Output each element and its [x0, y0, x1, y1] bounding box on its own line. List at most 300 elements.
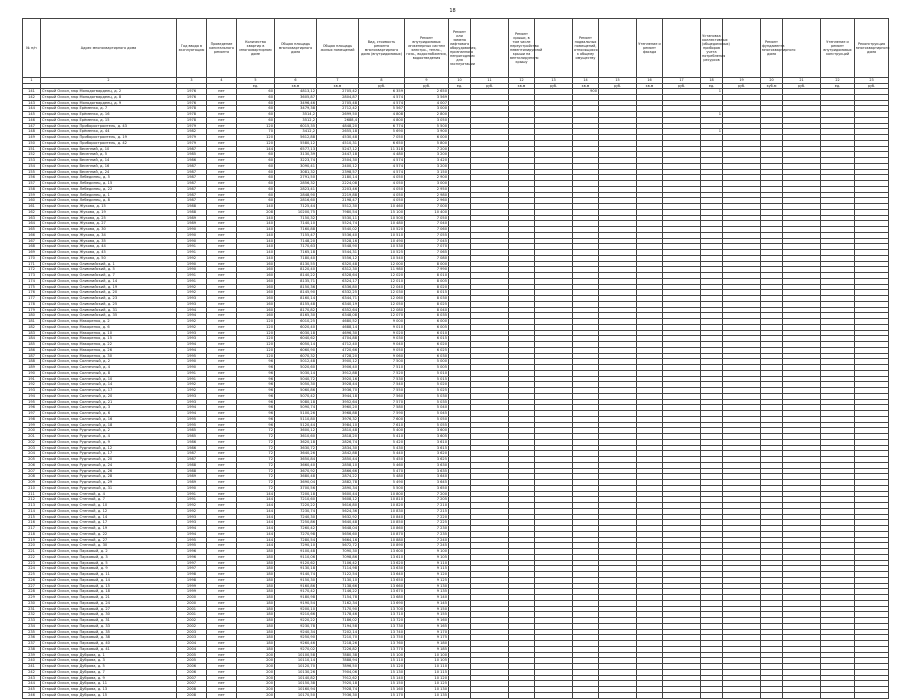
table-cell: 60: [237, 94, 275, 100]
table-cell: 60: [237, 175, 275, 181]
column-unit: руб.: [535, 83, 573, 89]
table-cell: 2 950: [405, 186, 449, 192]
table-cell: 96: [237, 411, 275, 417]
table-cell: 144: [237, 526, 275, 532]
table-cell: 5 040: [405, 405, 449, 411]
table-cell: Старый Оскол, мкр Солнечный, д. 17: [41, 388, 177, 394]
table-cell: 72: [237, 439, 275, 445]
table-cell: [855, 692, 889, 698]
table-cell: нет: [207, 117, 237, 123]
table-cell: 1994: [177, 347, 207, 353]
table-cell: Старый Оскол, мкр Степной, д. 17: [41, 520, 177, 526]
table-cell: 2791,50: [275, 175, 317, 181]
table-cell: 10 880: [359, 537, 405, 543]
table-cell: 9 135: [405, 589, 449, 595]
table-cell: 1985: [177, 428, 207, 434]
table-cell: 10 115: [405, 669, 449, 675]
table-cell: 200: [237, 669, 275, 675]
table-cell: 6050,14: [275, 342, 317, 348]
table-cell: 1976: [177, 89, 207, 95]
table-cell: 7170,90: [317, 606, 359, 612]
table-cell: 3 150: [405, 169, 449, 175]
table-cell: 15 110: [359, 658, 405, 664]
table-cell: Старый Оскол, мкр Приборостроитель, д. 19: [41, 135, 177, 141]
table-cell: 160: [237, 307, 275, 313]
table-cell: 9 175: [405, 635, 449, 641]
table-cell: 222: [23, 554, 41, 560]
table-cell: 213: [23, 503, 41, 509]
table-cell: нет: [207, 284, 237, 290]
table-cell: нет: [207, 359, 237, 365]
table-cell: 7202,14: [317, 629, 359, 635]
table-cell: 160: [237, 267, 275, 273]
table-cell: 8130,55: [275, 261, 317, 267]
table-cell: 3630,72: [275, 445, 317, 451]
table-cell: 5640,48: [317, 520, 359, 526]
table-cell: 96: [237, 382, 275, 388]
table-cell: 8 040: [405, 307, 449, 313]
table-cell: 13 600: [359, 549, 405, 555]
table-cell: 2008: [177, 687, 207, 693]
table-cell: 120: [237, 140, 275, 146]
table-cell: нет: [207, 445, 237, 451]
column-unit: кв.м: [573, 83, 599, 89]
table-cell: 9 185: [405, 646, 449, 652]
table-cell: нет: [207, 612, 237, 618]
table-cell: нет: [207, 353, 237, 359]
table-cell: 7 510: [359, 365, 405, 371]
table-cell: 7 060: [405, 227, 449, 233]
table-cell: 13 730: [359, 623, 405, 629]
table-cell: нет: [207, 457, 237, 463]
table-cell: 1987: [177, 457, 207, 463]
table-cell: 212: [23, 497, 41, 503]
table-cell: 9 160: [405, 618, 449, 624]
table-cell: нет: [207, 439, 237, 445]
table-cell: Старый Оскол, мкр Приборостроитель, д. 43: [41, 123, 177, 129]
table-cell: 4704,88: [317, 336, 359, 342]
table-cell: 7270,98: [275, 531, 317, 537]
table-cell: нет: [207, 382, 237, 388]
table-cell: 5120,44: [275, 422, 317, 428]
table-cell: 9 105: [405, 554, 449, 560]
table-header: [23, 19, 889, 89]
table-cell: 5090,74: [275, 405, 317, 411]
table-cell: нет: [207, 181, 237, 187]
table-cell: 144: [237, 503, 275, 509]
table-cell: 3 420: [405, 158, 449, 164]
table-cell: 207: [23, 468, 41, 474]
table-cell: 1979: [177, 140, 207, 146]
table-cell: 7 200: [405, 491, 449, 497]
table-cell: [723, 692, 761, 698]
table-cell: 3912,88: [317, 370, 359, 376]
table-cell: нет: [207, 577, 237, 583]
table-cell: Старый Оскол, мкр Дубрава, д. 7: [41, 669, 177, 675]
table-cell: 242: [23, 669, 41, 675]
table-cell: Старый Оскол, мкр Дубрава, д. 5: [41, 664, 177, 670]
table-cell: 200: [237, 658, 275, 664]
table-cell: 3 620: [405, 451, 449, 457]
table-cell: 72: [237, 480, 275, 486]
table-cell: 6070,32: [275, 353, 317, 359]
table-cell: 2 800: [405, 112, 449, 118]
table-cell: 1987: [177, 192, 207, 198]
table-cell: 10 105: [405, 658, 449, 664]
table-cell: 159: [23, 192, 41, 198]
table-cell: 10 530: [359, 244, 405, 250]
table-cell: 6 000: [405, 319, 449, 325]
table-cell: нет: [207, 497, 237, 503]
table-cell: [509, 692, 535, 698]
table-cell: 7125,44: [275, 204, 317, 210]
table-cell: 188: [23, 359, 41, 365]
table-cell: 1994: [177, 526, 207, 532]
table-cell: 3920,16: [317, 376, 359, 382]
table-cell: 5050,30: [275, 382, 317, 388]
table-cell: нет: [207, 652, 237, 658]
table-cell: 9 060: [359, 353, 405, 359]
table-cell: нет: [207, 255, 237, 261]
table-cell: 60: [237, 117, 275, 123]
table-cell: 9 030: [359, 336, 405, 342]
table-cell: Старый Оскол, мкр Олимпийский, д. 1: [41, 261, 177, 267]
table-cell: 200: [237, 692, 275, 698]
table-cell: нет: [207, 480, 237, 486]
table-cell: 2810,48: [317, 428, 359, 434]
table-cell: нет: [207, 370, 237, 376]
table-cell: Старый Оскол, мкр Дубрава, д. 9: [41, 675, 177, 681]
table-cell: 1998: [177, 572, 207, 578]
table-cell: 60: [237, 169, 275, 175]
table-cell: 3479,38: [275, 106, 317, 112]
table-cell: 7 205: [405, 497, 449, 503]
column-number: 17: [663, 78, 701, 84]
table-cell: 60: [237, 186, 275, 192]
table-cell: 2826,74: [317, 439, 359, 445]
table-cell: 8150,36: [275, 284, 317, 290]
table-cell: 3984,10: [317, 422, 359, 428]
table-cell: 7880,38: [317, 652, 359, 658]
table-cell: 180: [237, 566, 275, 572]
table-cell: 6010,25: [275, 319, 317, 325]
table-cell: 1: [701, 89, 723, 95]
table-cell: 9 040: [359, 342, 405, 348]
table-cell: 2001: [177, 606, 207, 612]
table-cell: 5 480: [359, 474, 405, 480]
table-cell: 144: [237, 146, 275, 152]
table-cell: 228: [23, 589, 41, 595]
table-cell: 7 240: [405, 537, 449, 543]
table-cell: 180: [237, 641, 275, 647]
table-cell: 5 030: [405, 393, 449, 399]
table-cell: 153: [23, 158, 41, 164]
table-cell: 195: [23, 399, 41, 405]
table-cell: 3 569: [405, 94, 449, 100]
table-cell: Старый Оскол, мкр Весенний, д. 14: [41, 158, 177, 164]
table-cell: нет: [207, 278, 237, 284]
table-cell: Старый Оскол, мкр Рудничный, д. 29: [41, 480, 177, 486]
table-cell: 5020,60: [275, 365, 317, 371]
table-cell: 1990: [177, 261, 207, 267]
table-cell: 9200,10: [275, 606, 317, 612]
table-cell: [599, 692, 637, 698]
table-cell: нет: [207, 324, 237, 330]
table-cell: 1991: [177, 370, 207, 376]
table-cell: Старый Оскол, мкр Парковый, д. 31: [41, 618, 177, 624]
table-cell: 157: [23, 181, 41, 187]
table-cell: 7 050: [405, 215, 449, 221]
table-cell: [535, 692, 573, 698]
table-cell: 230: [23, 600, 41, 606]
table-cell: Старый Оскол, мкр Ерёменко, д. 7: [41, 106, 177, 112]
table-cell: 7140,10: [275, 221, 317, 227]
table-cell: 1987: [177, 163, 207, 169]
table-cell: 2 960: [405, 198, 449, 204]
table-cell: Старый Оскол, мкр Дубрава, д. 1: [41, 652, 177, 658]
table-cell: 5 050: [405, 416, 449, 422]
table-cell: Старый Оскол, мкр Парковый, д. 2: [41, 549, 177, 555]
table-cell: 7146,22: [317, 589, 359, 595]
table-cell: 120: [237, 135, 275, 141]
table-cell: Старый Оскол, мкр Жукова, д. 27: [41, 221, 177, 227]
table-cell: 3928,44: [317, 382, 359, 388]
housing-repair-register-table: [22, 18, 889, 699]
table-cell: 2874,22: [317, 474, 359, 480]
table-cell: 3 000: [405, 181, 449, 187]
table-cell: 15 170: [359, 692, 405, 698]
column-number: 15: [599, 78, 637, 84]
table-cell: 8170,82: [275, 307, 317, 313]
table-cell: нет: [207, 250, 237, 256]
table-cell: 2655,18: [317, 129, 359, 135]
table-cell: 96: [237, 365, 275, 371]
table-cell: 7 050: [359, 135, 405, 141]
column-unit: руб.: [359, 83, 405, 89]
table-cell: 144: [237, 497, 275, 503]
table-cell: 206: [23, 462, 41, 468]
table-cell: Старый Оскол, мкр Ерёменко, д. 16: [41, 112, 177, 118]
table-cell: 7290,10: [275, 543, 317, 549]
table-cell: 8160,14: [275, 296, 317, 302]
table-cell: 231: [23, 606, 41, 612]
table-cell: 227: [23, 583, 41, 589]
table-cell: 15 130: [359, 669, 405, 675]
table-cell: 96: [237, 416, 275, 422]
table-cell: 7170,63: [275, 244, 317, 250]
table-cell: нет: [207, 227, 237, 233]
table-cell: 7928,74: [317, 687, 359, 693]
table-cell: 3605,87: [275, 94, 317, 100]
table-cell: 143: [23, 100, 41, 106]
table-cell: 1976: [177, 100, 207, 106]
table-cell: 232: [23, 612, 41, 618]
table-cell: нет: [207, 681, 237, 687]
table-cell: Старый Оскол, мкр Парковый, д. 18: [41, 589, 177, 595]
table-cell: 141: [23, 89, 41, 95]
table-cell: Старый Оскол, мкр Дубрава, д. 11: [41, 681, 177, 687]
table-cell: 200: [23, 428, 41, 434]
table-cell: 3 050: [405, 117, 449, 123]
table-cell: 1993: [177, 301, 207, 307]
table-cell: 148: [23, 129, 41, 135]
table-cell: 12 050: [359, 301, 405, 307]
table-cell: 1991: [177, 376, 207, 382]
table-cell: 1992: [177, 319, 207, 325]
column-number: 20: [761, 78, 783, 84]
table-cell: нет: [207, 198, 237, 204]
table-cell: 11 980: [359, 267, 405, 273]
table-cell: 10 510: [359, 232, 405, 238]
table-cell: 4 800: [359, 117, 405, 123]
table-cell: 147: [23, 123, 41, 129]
table-cell: 120: [237, 353, 275, 359]
table-cell: 10120,70: [275, 664, 317, 670]
table-cell: Старый Оскол, мкр Рудничный, д. 17: [41, 451, 177, 457]
table-cell: 9 140: [405, 595, 449, 601]
table-cell: Старый Оскол, мкр Степной, д. 10: [41, 503, 177, 509]
table-cell: нет: [207, 623, 237, 629]
table-cell: 7 055: [405, 232, 449, 238]
table-cell: 2398,57: [317, 169, 359, 175]
table-cell: 210: [23, 485, 41, 491]
table-cell: 1986: [177, 158, 207, 164]
table-cell: 5 015: [405, 376, 449, 382]
table-cell: 1990: [177, 485, 207, 491]
column-header: Адрес многоквартирного дома: [41, 19, 177, 78]
table-cell: нет: [207, 100, 237, 106]
table-cell: 10130,26: [275, 669, 317, 675]
table-cell: 4 050: [359, 181, 405, 187]
table-cell: 9 115: [405, 566, 449, 572]
table-cell: 7 000: [405, 204, 449, 210]
table-cell: 13 610: [359, 554, 405, 560]
table-cell: 3512,2: [275, 117, 317, 123]
table-cell: 1992: [177, 503, 207, 509]
table-cell: 96: [237, 422, 275, 428]
table-cell: 3 640: [405, 474, 449, 480]
table-cell: 233: [23, 618, 41, 624]
column-header: Установка коллективных (общедомовых) приборов учета потребления ресурсов: [701, 19, 723, 78]
table-cell: 3900,12: [317, 359, 359, 365]
table-cell: 3610,60: [275, 434, 317, 440]
table-cell: 2705,42: [317, 89, 359, 95]
table-cell: 140: [237, 232, 275, 238]
table-cell: 7 080: [405, 255, 449, 261]
table-cell: 7155,47: [275, 232, 317, 238]
table-cell: 8 020: [405, 284, 449, 290]
table-cell: 2816,60: [275, 198, 317, 204]
table-cell: 3 630: [405, 462, 449, 468]
table-cell: 7122,54: [317, 572, 359, 578]
column-header: [723, 19, 761, 78]
table-cell: 200: [237, 664, 275, 670]
table-cell: 180: [237, 589, 275, 595]
table-cell: 12 070: [359, 313, 405, 319]
table-cell: 72: [237, 474, 275, 480]
table-cell: 9 170: [405, 629, 449, 635]
table-cell: 225: [23, 572, 41, 578]
table-cell: 7260,42: [275, 526, 317, 532]
table-cell: 1997: [177, 560, 207, 566]
table-cell: 60: [237, 89, 275, 95]
table-cell: Старый Оскол, мкр Дубрава, д. 15: [41, 692, 177, 698]
column-number: 10: [449, 78, 471, 84]
table-cell: 7138,66: [317, 583, 359, 589]
table-cell: 9 150: [405, 606, 449, 612]
table-cell: 8 035: [405, 313, 449, 319]
table-cell: 8 000: [405, 261, 449, 267]
table-cell: Старый Оскол, мкр Рудничный, д. 12: [41, 445, 177, 451]
table-cell: 120: [237, 330, 275, 336]
table-cell: 10200,75: [275, 209, 317, 215]
table-cell: 1992: [177, 255, 207, 261]
table-cell: 60: [237, 158, 275, 164]
column-header: [663, 19, 701, 78]
table-cell: 156: [23, 175, 41, 181]
table-cell: 5612,88: [275, 135, 317, 141]
table-cell: 5 450: [359, 457, 405, 463]
table-cell: Старый Оскол, мкр Жукова, д. 35: [41, 238, 177, 244]
column-header: Ремонт подвальных помещений, относящихся к общему имуществу: [573, 19, 599, 78]
table-cell: 4696,30: [317, 330, 359, 336]
column-unit: ед.: [701, 83, 723, 89]
table-cell: 7178,46: [317, 612, 359, 618]
table-cell: 13 650: [359, 577, 405, 583]
table-cell: 1992: [177, 284, 207, 290]
table-cell: 1993: [177, 296, 207, 302]
table-cell: 6060,90: [275, 347, 317, 353]
table-cell: 1987: [177, 451, 207, 457]
table-cell: 120: [237, 347, 275, 353]
table-cell: 1994: [177, 531, 207, 537]
table-cell: 2 980: [405, 192, 449, 198]
table-cell: 202: [23, 439, 41, 445]
table-cell: 1987: [177, 169, 207, 175]
table-cell: 4 050: [359, 198, 405, 204]
table-cell: 180: [237, 629, 275, 635]
table-cell: [573, 692, 599, 698]
table-cell: 161: [23, 204, 41, 210]
table-cell: Старый Оскол, мкр Олимпийский, д. 35: [41, 313, 177, 319]
table-cell: Старый Оскол, мкр Весенний, д. 5: [41, 152, 177, 158]
table-cell: 1993: [177, 393, 207, 399]
table-cell: 179: [23, 307, 41, 313]
table-cell: Старый Оскол, мкр Парковый, д. 30: [41, 612, 177, 618]
table-cell: 144: [237, 508, 275, 514]
table-cell: нет: [207, 462, 237, 468]
table-cell: 13 690: [359, 600, 405, 606]
table-cell: нет: [207, 106, 237, 112]
column-unit: кв.м: [509, 83, 535, 89]
table-cell: 2699,50: [317, 112, 359, 118]
table-cell: 10 810: [359, 497, 405, 503]
table-cell: нет: [207, 163, 237, 169]
table-cell: 7 540: [359, 382, 405, 388]
table-cell: Старый Оскол, мкр Рудничный, д. 9: [41, 439, 177, 445]
table-cell: 5648,04: [317, 526, 359, 532]
table-cell: 9210,66: [275, 612, 317, 618]
table-cell: 180: [237, 612, 275, 618]
table-cell: 5 500: [359, 485, 405, 491]
table-cell: 13 640: [359, 572, 405, 578]
table-cell: 9 180: [405, 641, 449, 647]
table-cell: Старый Оскол, мкр Олимпийский, д. 23: [41, 296, 177, 302]
table-cell: Старый Оскол, мкр Весенний, д. 10: [41, 146, 177, 152]
table-cell: нет: [207, 330, 237, 336]
table-cell: 1992: [177, 324, 207, 330]
table-cell: 1978: [177, 112, 207, 118]
